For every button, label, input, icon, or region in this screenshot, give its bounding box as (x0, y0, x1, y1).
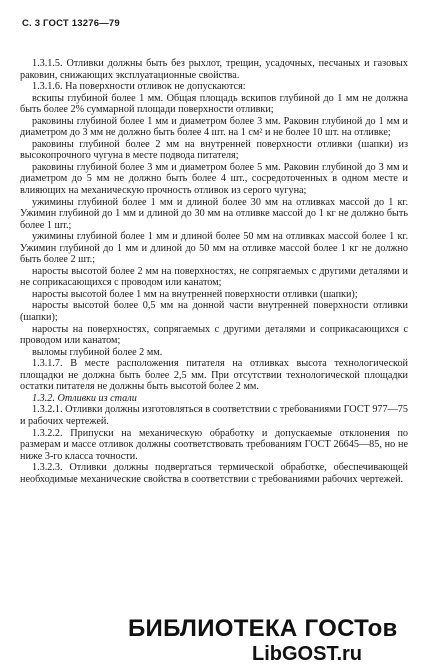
list-item-uzhiminy-1: ужимины глубиной более 1 мм и длиной более 30 мм на отливках массой до 1 кг. Ужимин глубиной до 1 мм и длиной до 30 мм на отливке массой до 1 кг не должно быть более 1 шт.; (20, 196, 408, 231)
list-item-rakoviny-1: раковины глубиной более 1 мм и диаметром более 3 мм. Раковин глубиной до 1 мм и диаметром до 3 мм не должно быть более 4 шт. на 1 см² и не более 10 шт. на отливке; (20, 115, 408, 139)
list-item-rakoviny-2: раковины глубиной более 2 мм на внутренней поверхности отливки (шапки) из высокопрочного чугуна в месте подвода питателя; (20, 138, 408, 162)
paragraph-1-3-2-1: 1.3.2.1. Отливки должны изготовляться в соответствии с требованиями ГОСТ 977—75 и рабочих чертежей. (20, 404, 408, 427)
list-item-narosty-1: наросты высотой более 2 мм на поверхностях, не сопрягаемых с другими деталями и не соприкасающихся с проводом или канатом; (20, 265, 408, 289)
paragraph-1-3-1-5: 1.3.1.5. Отливки должны быть без рыхлот, трещин, усадочных, песчаных и газовых раковин, снижающих эксплуатационные свойства. (20, 58, 408, 81)
document-body (20, 58, 408, 485)
list-item-narosty-4: наросты на поверхностях, сопрягаемых с другими деталями и соприкасающихся с проводом или канатом; (20, 323, 408, 347)
watermark-site-name: LibGOST.ru (252, 643, 362, 665)
paragraph-1-3-1-6: 1.3.1.6. На поверхности отливок не допускаются: (32, 81, 246, 93)
paragraph-1-3-1-7: 1.3.1.7. В месте расположения питателя на отливках высота технологической площадки не должна быть более 2,5 мм. При отсутствии технологической площадки остатки питателя не должны быть высотой более 2 мм. (20, 358, 408, 393)
page-header: С. 3 ГОСТ 13276—79 (22, 18, 120, 29)
list-item-vylomy: выломы глубиной более 2 мм. (32, 346, 163, 358)
list-item-narosty-3: наросты высотой более 0,5 мм на донной части внутренней поверхности отливки (шапки); (20, 300, 408, 324)
paragraph-1-3-2-3: 1.3.2.3. Отливки должны подвергаться термической обработке, обеспечивающей необходимые механические свойства в соответствии с требованиями рабочих чертежей. (20, 462, 408, 485)
list-item-uzhiminy-2: ужимины глубиной более 1 мм и длиной более 50 мм на отливках массой более 1 кг. Ужимин глубиной до 1 мм и длиной до 50 мм на отливке массой более 1 кг не должно быть более 2 шт.; (20, 231, 408, 266)
watermark-library-title: БИБЛИОТЕКА ГОСТов (128, 615, 398, 642)
list-item-narosty-2: наросты высотой более 1 мм на внутренней поверхности отливки (шапки); (32, 288, 358, 300)
section-heading-1-3-2: 1.3.2. Отливки из стали (32, 392, 137, 404)
list-item-rakoviny-3: раковины глубиной более 3 мм и диаметром более 5 мм. Раковин глубиной до 3 мм и диаметром до 5 мм не должно быть более 4 шт., сосредоточенных в одном месте и влияющих на механическую прочность отливок из серого чугуна; (20, 161, 408, 197)
list-item-vskipy: вскипы глубиной более 1 мм. Общая площадь вскипов глубиной до 1 мм не должна быть более 2% суммарной площади поверхности отливки; (20, 92, 408, 116)
paragraph-1-3-2-2: 1.3.2.2. Припуски на механическую обработку и допускаемые отклонения по размерам и массе отливок должны соответствовать требованиям ГОСТ 26645—85, но не ниже 3-го класса точности. (20, 427, 408, 462)
